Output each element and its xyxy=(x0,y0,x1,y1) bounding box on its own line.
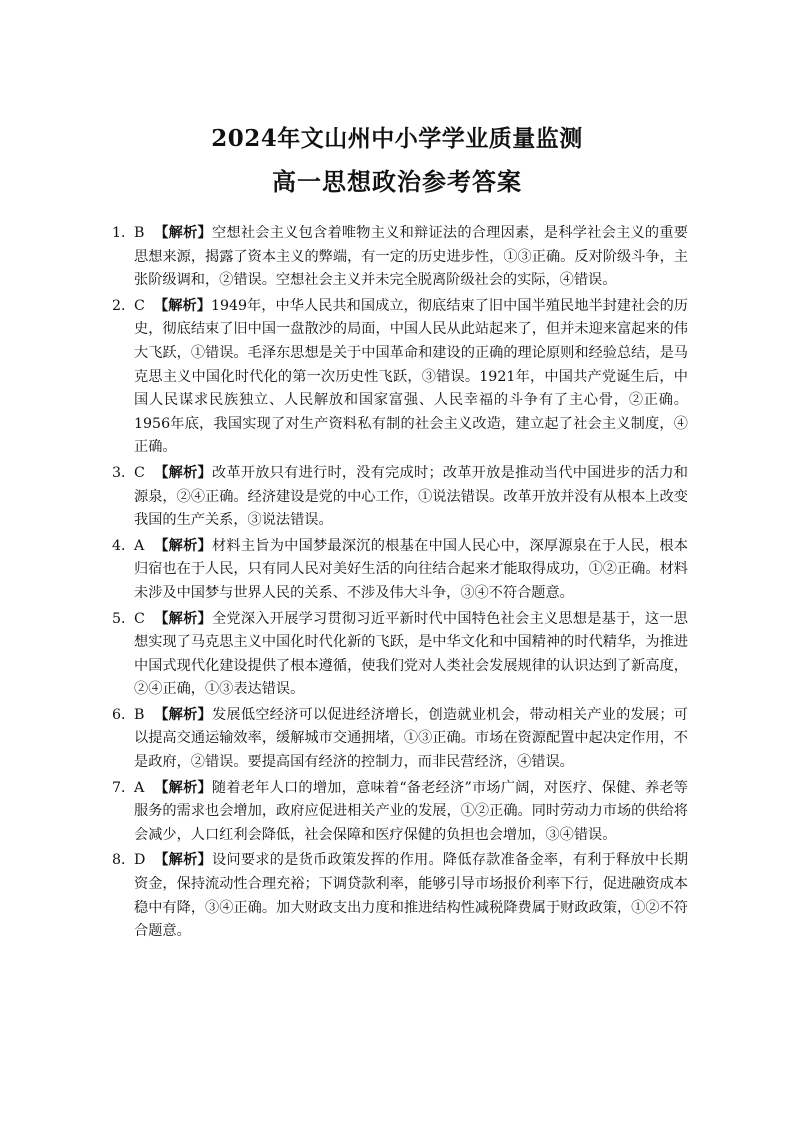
item-answer: C xyxy=(134,464,145,481)
analysis-tag: 【解析】 xyxy=(154,610,212,627)
page-title: 2024年文山州中小学学业质量监测 xyxy=(211,125,583,152)
item-answer: B xyxy=(134,706,145,723)
item-number: 2． xyxy=(112,297,136,314)
item-answer: A xyxy=(134,537,145,554)
analysis-tag: 【解析】 xyxy=(154,852,212,869)
page-subtitle: 高一思想政治参考答案 xyxy=(272,167,522,196)
analysis-tag: 【解析】 xyxy=(154,779,212,796)
answer-item-2 xyxy=(106,295,688,460)
answer-item-5 xyxy=(106,608,688,702)
answer-item-4 xyxy=(106,535,688,606)
analysis-tag: 【解析】 xyxy=(154,706,212,723)
item-number: 6． xyxy=(112,706,136,723)
answer-item-3 xyxy=(106,462,688,533)
answer-list xyxy=(106,222,688,946)
item-answer: C xyxy=(134,610,145,627)
answer-item-6 xyxy=(106,704,688,775)
item-explanation: 1949年，中华人民共和国成立，彻底结束了旧中国半殖民地半封建社会的历史，彻底结束了旧中国一盘散沙的局面，中国人民从此站起来了，但并未迎来富起来的伟大飞跃，①错误。毛泽东思想是关于中国革命和建设的正确的理论原则和经验总结，是马克思主义中国化时代化的第一次历史性飞跃，③错误。1921年，中国共产党诞生后，中国人民谋求民族独立、人民解放和国家富强、人民幸福的斗争有了主心骨，②正确。1956年底，我国实现了对生产资料私有制的社会主义改造，建立起了社会主义制度，④正确。 xyxy=(134,297,688,456)
analysis-tag: 【解析】 xyxy=(154,464,212,481)
analysis-tag: 【解析】 xyxy=(154,225,212,241)
item-answer: C xyxy=(134,297,145,314)
item-explanation: 随着老年人口的增加，意味着“备老经济”市场广阔，对医疗、保健、养老等服务的需求也会增加，政府应促进相关产业的发展，①②正确。同时劳动力市场的供给将会减少，人口红利会降低，社会保障和医疗保健的负担也会增加，③④错误。 xyxy=(134,779,688,843)
item-number: 7． xyxy=(112,779,136,796)
item-answer: B xyxy=(134,225,145,241)
analysis-tag: 【解析】 xyxy=(154,297,211,314)
item-number: 5． xyxy=(112,610,136,627)
analysis-tag: 【解析】 xyxy=(154,537,212,554)
item-explanation: 发展低空经济可以促进经济增长，创造就业机会，带动相关产业的发展；可以提高交通运输效率，缓解城市交通拥堵，①③正确。市场在资源配置中起决定作用，不是政府，②错误。要提高国有经济的控制力，而非民营经济，④错误。 xyxy=(134,706,688,771)
item-number: 3． xyxy=(112,464,136,481)
item-explanation: 全党深入开展学习贯彻习近平新时代中国特色社会主义思想是基于，这一思想实现了马克思主义中国化时代化新的飞跃，是中华文化和中国精神的时代精华，为推进中国式现代化建设提供了根本遵循，使我们党对人类社会发展规律的认识达到了新高度，②④正确，①③表达错误。 xyxy=(134,610,688,698)
answer-item-7 xyxy=(106,777,688,848)
answer-item-8 xyxy=(106,849,688,943)
item-explanation: 设问要求的是货币政策发挥的作用。降低存款准备金率，有利于释放中长期资金，保持流动性合理充裕；下调贷款利率，能够引导市场报价利率下行，促进融资成本稳中有降，③④正确。加大财政支出力度和推进结构性减税降费属于财政政策，①②不符合题意。 xyxy=(134,852,688,940)
item-explanation: 空想社会主义包含着唯物主义和辩证法的合理因素，是科学社会主义的重要思想来源，揭露了资本主义的弊端，有一定的历史进步性，①③正确。反对阶级斗争，主张阶级调和，②错误。空想社会主义并未完全脱离阶级社会的实际，④错误。 xyxy=(134,225,688,289)
item-answer: A xyxy=(134,779,145,796)
item-answer: D xyxy=(134,852,146,869)
answer-item-1 xyxy=(106,222,688,293)
item-number: 1． xyxy=(112,225,136,241)
item-explanation: 改革开放只有进行时，没有完成时；改革开放是推动当代中国进步的活力和源泉，②④正确。经济建设是党的中心工作，①说法错误。改革开放并没有从根本上改变我国的生产关系，③说法错误。 xyxy=(134,464,688,529)
item-number: 8． xyxy=(112,852,136,869)
item-number: 4． xyxy=(112,537,136,554)
item-explanation: 材料主旨为中国梦最深沉的根基在中国人民心中，深厚源泉在于人民，根本归宿也在于人民，只有同人民对美好生活的向往结合起来才能取得成功，①②正确。材料未涉及中国梦与世界人民的关系、不涉及伟大斗争，③④不符合题意。 xyxy=(134,537,688,601)
